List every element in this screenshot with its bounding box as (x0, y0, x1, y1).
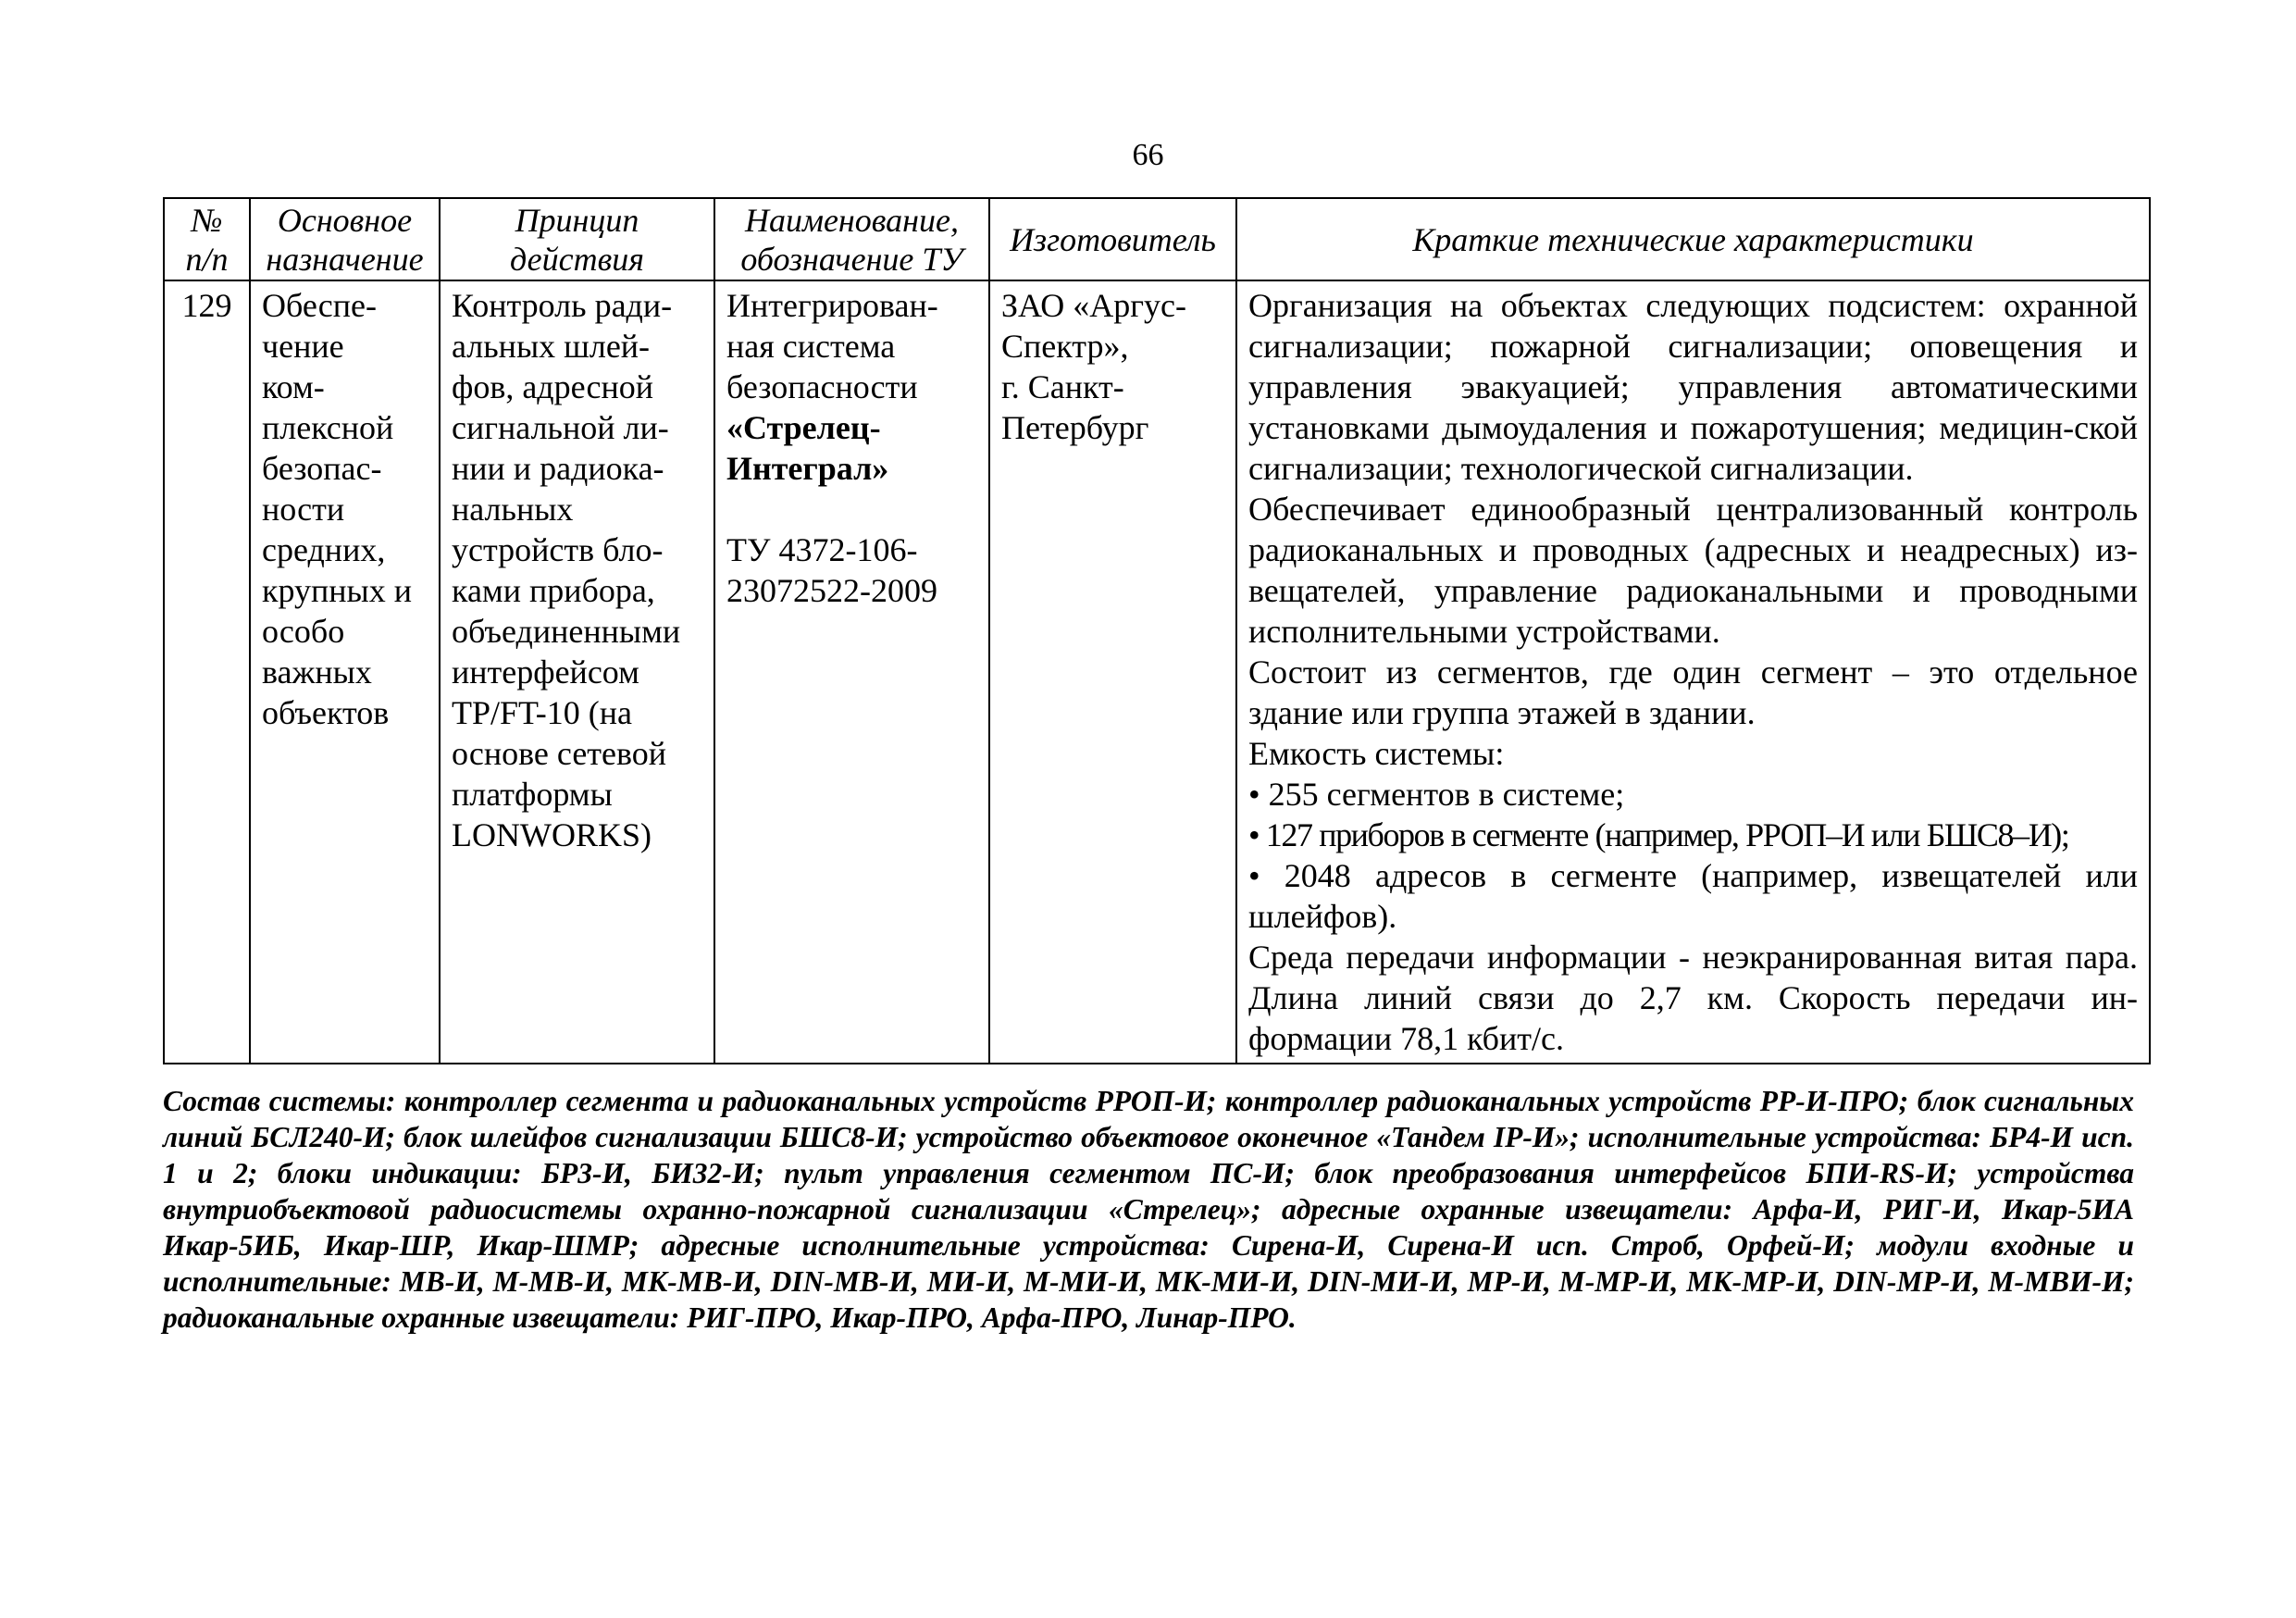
header-principle-line2: действия (510, 240, 644, 278)
equipment-table (163, 197, 2151, 1064)
principle-line: основе сетевой (452, 735, 667, 772)
principle-line: LONWORKS) (452, 816, 652, 853)
principle-line: сигнальной ли- (452, 409, 669, 446)
purpose-line: плексной (262, 409, 394, 446)
specs-paragraph-transmission: Среда передачи информации - неэкранированная витая пара. Длина линий связи до 2,7 км. Скорость передачи ин-формации 78,1 кбит/с. (1248, 939, 2138, 1057)
system-composition-note: Состав системы: контроллер сегмента и радиоканальных устройств РРОП-И; контроллер радиоканальных устройств РР-И-ПРО; блок сигнальных линий БСЛ240-И; блок шлейфов сигнализации БШС8-И; устройство объектовое оконечное «Тандем IP-И»; исполнительные устройства: БР4-И исп. 1 и 2; блоки индикации: БР3-И, БИ32-И; пульт управления сегментом ПС-И; блок преобразования интерфейсов БПИ-RS-И; устройства внутриобъектовой радиосистемы охранно-пожарной сигнализации «Стрелец»; адресные охранные извещатели: Арфа-И, РИГ-И, Икар-5ИА Икар-5ИБ, Икар-ШР, Икар-ШМР; адресные исполнительные устройства: Сирена-И, Сирена-И исп. Строб, Орфей-И; модули входные и исполнительные: МВ-И, М-МВ-И, МК-МВ-И, DIN-МВ-И, МИ-И, М-МИ-И, МК-МИ-И, DIN-МИ-И, МР-И, М-МР-И, МК-МР-И, DIN-МР-И, М-МВИ-И; радиоканальные охранные извещатели: РИГ-ПРО, Икар-ПРО, Арфа-ПРО, Линар-ПРО. (163, 1085, 2134, 1334)
specs-capacity-heading: Емкость системы: (1248, 735, 1505, 772)
specs-paragraph-segments: Состоит из сегментов, где один сегмент – это отдельное здание или группа этажей в здании. (1248, 653, 2138, 731)
principle-line: нии и радиока- (452, 450, 664, 487)
cell-num: 129 (164, 280, 250, 1064)
principle-line: фов, адресной (452, 368, 654, 405)
cell-name (714, 280, 989, 1064)
cell-specs (1236, 280, 2150, 1064)
table-row (164, 280, 2150, 1064)
tu-line: 23072522-2009 (726, 572, 937, 609)
product-name-line: Интеграл» (726, 450, 889, 487)
header-num-line1: № (191, 201, 223, 239)
cell-purpose (250, 280, 440, 1064)
page-number: 66 (1132, 138, 1164, 172)
tu-line: ТУ 4372-106- (726, 531, 918, 568)
principle-line: TP/FT-10 (на (452, 694, 632, 731)
purpose-line: важных (262, 653, 372, 691)
purpose-line: безопас- (262, 450, 382, 487)
principle-line: интерфейсом (452, 653, 639, 691)
header-specs: Краткие технические характеристики (1236, 198, 2150, 280)
principle-line: объединенными (452, 613, 681, 650)
principle-line: Контроль ради- (452, 287, 673, 324)
principle-line: устройств бло- (452, 531, 664, 568)
specs-bullet: • 255 сегментов в системе; (1248, 776, 1625, 813)
principle-line: нальных (452, 491, 574, 528)
specs-paragraph-subsystems: Организация на объектах следующих подсистем: охранной сигнализации; пожарной сигнализации; оповещения и управления эвакуацией; управления автоматическими установками дымоудаления и пожаротушения; медицин-ской сигнализации; технологической сигнализации. (1248, 287, 2138, 487)
purpose-line: крупных и (262, 572, 412, 609)
table-header-row (164, 198, 2150, 280)
cell-principle (440, 280, 714, 1064)
purpose-line: особо (262, 613, 345, 650)
specs-bullet: • 2048 адресов в сегменте (например, извещателей или шлейфов). (1248, 857, 2138, 935)
principle-line: платформы (452, 776, 613, 813)
purpose-line: чение (262, 328, 344, 365)
specs-bullet: • 127 приборов в сегменте (например, РРОП–И или БШС8–И); (1248, 816, 2069, 853)
header-purpose (250, 198, 440, 280)
principle-line: ками прибора, (452, 572, 655, 609)
manufacturer-line: ЗАО «Аргус- (1001, 287, 1186, 324)
manufacturer-line: г. Санкт- (1001, 368, 1124, 405)
manufacturer-line: Спектр», (1001, 328, 1129, 365)
purpose-line: ности (262, 491, 345, 528)
header-purpose-line2: назначение (266, 240, 424, 278)
name-line: ная система (726, 328, 896, 365)
principle-line: альных шлей- (452, 328, 651, 365)
purpose-line: объектов (262, 694, 390, 731)
header-name-line2: обозначение ТУ (740, 240, 963, 278)
cell-manufacturer (989, 280, 1236, 1064)
header-num-line2: п/п (185, 240, 229, 278)
purpose-line: Обеспе- (262, 287, 377, 324)
purpose-line: ком- (262, 368, 325, 405)
purpose-line: средних, (262, 531, 386, 568)
specs-paragraph-control: Обеспечивает единообразный централизованный контроль радиоканальных и проводных (адресных и неадресных) из-вещателей, управление радиоканальными и проводными исполнительными устройствами. (1248, 491, 2138, 650)
name-line: безопасности (726, 368, 918, 405)
header-name-line1: Наименование, (744, 201, 960, 239)
header-purpose-line1: Основное (277, 201, 413, 239)
header-manufacturer: Изготовитель (989, 198, 1236, 280)
header-num (164, 198, 250, 280)
header-principle-line1: Принцип (515, 201, 639, 239)
product-name-line: «Стрелец- (726, 409, 881, 446)
manufacturer-line: Петербург (1001, 409, 1149, 446)
header-principle (440, 198, 714, 280)
spacer (726, 489, 977, 529)
name-line: Интегрирован- (726, 287, 938, 324)
header-name (714, 198, 989, 280)
